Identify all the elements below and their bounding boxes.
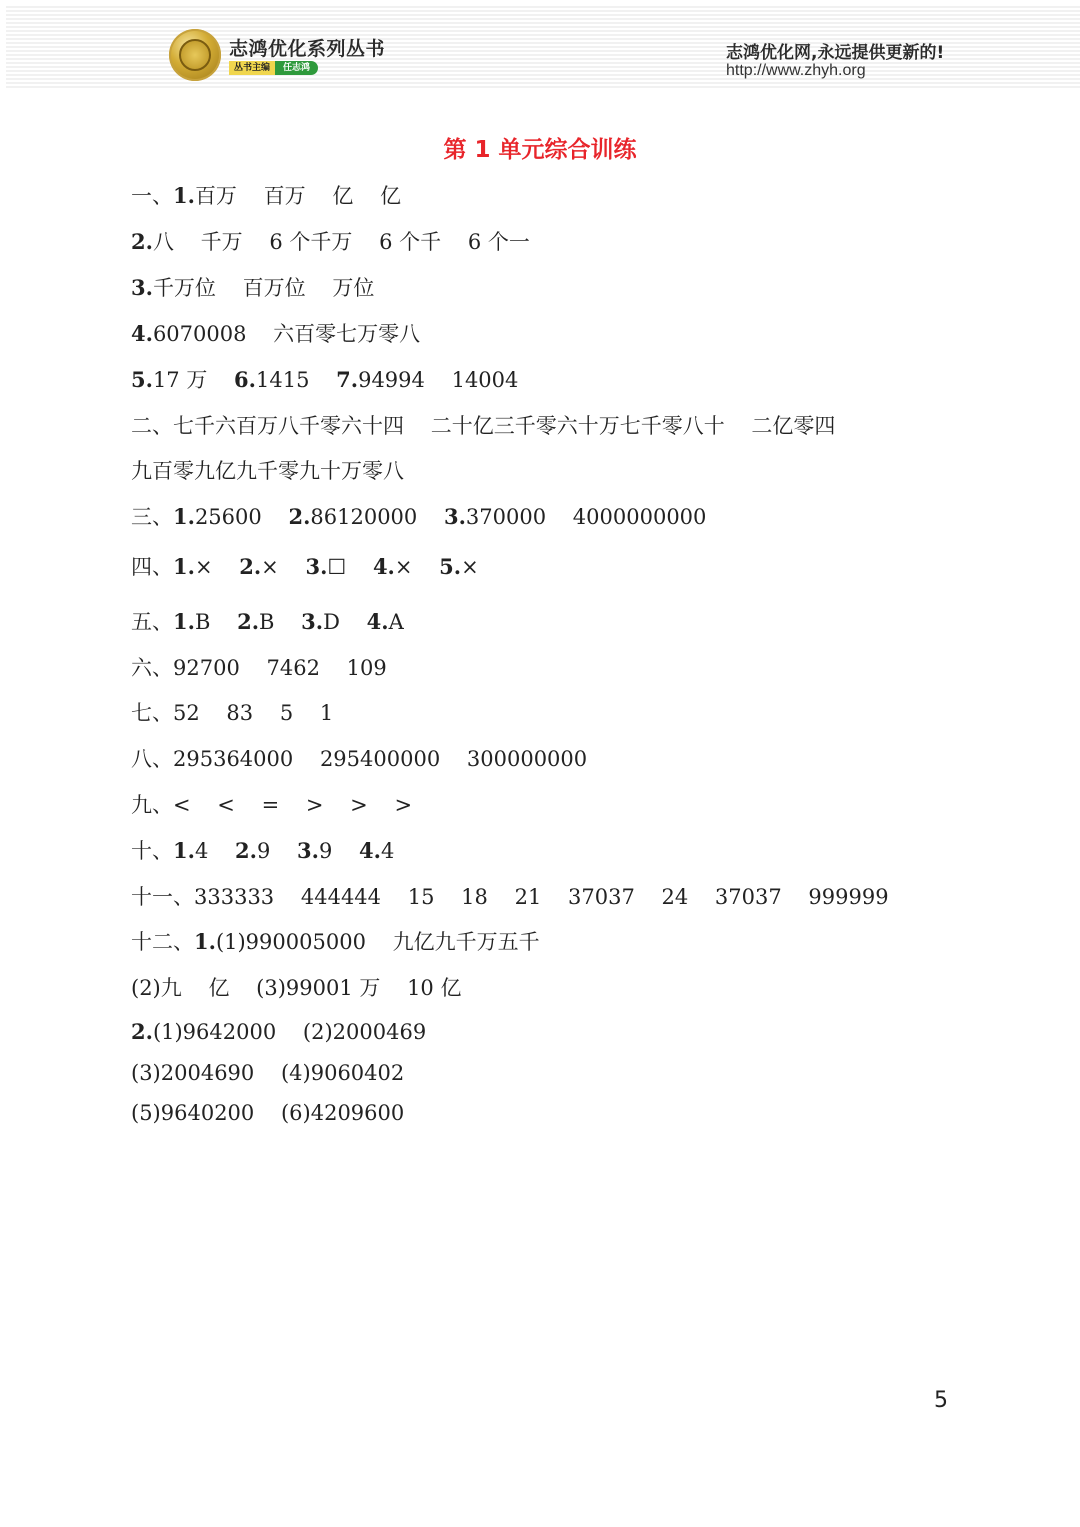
page-number: 5	[934, 1388, 948, 1413]
answer-line: 4.6070008 六百零七万零八	[131, 321, 421, 346]
logo-emblem-icon	[169, 29, 221, 81]
answer-line: 3.千万位 百万位 万位	[131, 275, 375, 300]
editor-name: 任志鸿	[275, 61, 318, 75]
header-slogan: 志鸿优化网,永远提供更新的!	[726, 43, 945, 63]
answer-line: (2)九 亿 (3)99001 万 10 亿	[131, 976, 462, 1000]
header-url[interactable]: http://www.zhyh.org	[726, 62, 866, 79]
editor-label: 丛书主编	[229, 61, 275, 75]
answer-line: (3)2004690 (4)9060402	[131, 1061, 405, 1085]
answer-line: 四、1.× 2.× 3.☐ 4.× 5.×	[131, 554, 479, 579]
page-title: 第 1 单元综合训练	[443, 137, 637, 163]
answer-line: 5.17 万 6.1415 7.94994 14004	[131, 367, 519, 392]
answer-line: 五、1.B 2.B 3.D 4.A	[131, 609, 404, 634]
answer-line: 十二、1.(1)990005000 九亿九千万五千	[131, 929, 540, 954]
answer-line: 2.八 千万 6 个千万 6 个千 6 个一	[131, 229, 530, 254]
series-title: 志鸿优化系列丛书	[229, 38, 386, 60]
answer-line: 十、1.4 2.9 3.9 4.4	[131, 838, 395, 863]
answer-line: 九百零九亿九千零九十万零八	[131, 459, 404, 483]
page-header	[6, 6, 1080, 90]
answer-line: 九、< < = > > >	[131, 793, 413, 817]
editor-credit	[229, 61, 318, 75]
answer-line: 十一、333333 444444 15 18 21 37037 24 37037 999999	[131, 885, 889, 909]
answer-line: 2.(1)9642000 (2)2000469	[131, 1019, 427, 1044]
answer-line: 六、92700 7462 109	[131, 656, 387, 680]
answer-line: 三、1.25600 2.86120000 3.370000 4000000000	[131, 504, 707, 529]
answer-line: 二、七千六百万八千零六十四 二十亿三千零六十万七千零八十 二亿零四	[131, 414, 836, 438]
answer-line: 八、295364000 295400000 300000000	[131, 747, 588, 771]
answer-line: 七、52 83 5 1	[131, 701, 334, 725]
answer-line: 一、1.百万 百万 亿 亿	[131, 183, 402, 208]
answer-line: (5)9640200 (6)4209600	[131, 1101, 405, 1125]
